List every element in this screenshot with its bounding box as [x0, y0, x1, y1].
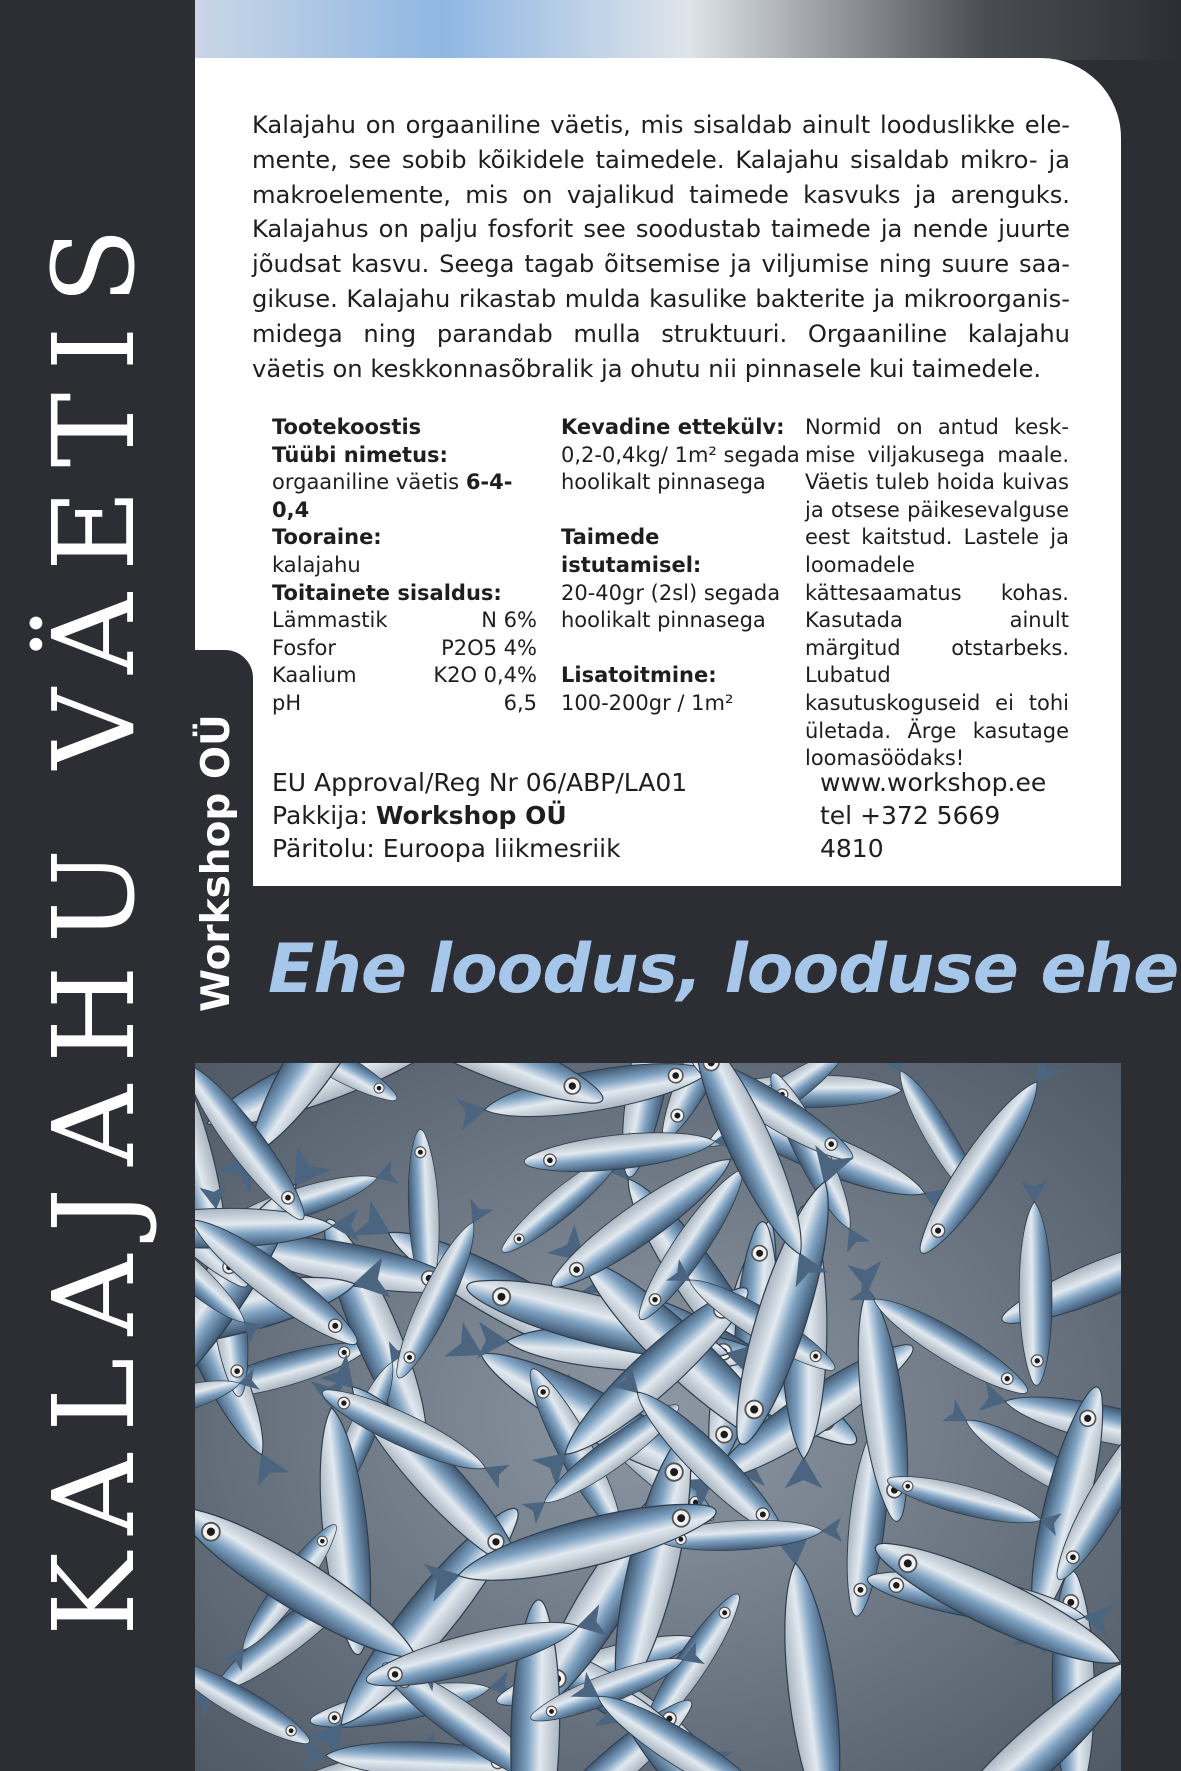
nutrients-label: Toitainete sisaldus: [272, 580, 502, 605]
product-title: KALAJAHU VÄETIS [30, 205, 160, 1636]
usage-column [561, 414, 806, 718]
nutrient-value: N 6% [481, 608, 537, 633]
nutrient-name: Fosfor [272, 635, 336, 660]
raw-value: kalajahu [272, 552, 361, 577]
packer-name: Workshop OÜ [375, 801, 567, 830]
top-gradient-bar [195, 0, 1181, 60]
notes-text: Normid on antud keskmise viljakusega maale. Väetis tuleb hoida kuivas ja otsese päikesevalguse eest kaitstud. Lastele ja loomadele kättesaamatus kohas. Kasutada ainult märgitud otstarbeks. Lubatud kasutuskoguseid ei tohi ületada. Ärge kasutage loomasöödaks! [805, 415, 1069, 771]
type-line [272, 469, 537, 524]
nutrient-row [272, 690, 537, 718]
planting-label: Taimede istutamisel: [561, 525, 702, 577]
planting-value: 20-40gr (2sl) segada hoolikalt pinnasega [561, 580, 781, 633]
intro-text: Kalajahu on orgaaniline väetis, mis sisaldab ainult looduslikke elemente, see sobib kõikidele taimedele. Kalajahu sisaldab mikro- ja makroelemente, mis on vajalikud taimede kasvuks ja arenguks. Kalajahus on palju fosforit see soodustab taimede ja nende juurte jõudsat kasvu. Seega tagab õitsemise ja viljumise ning suure saagikuse. Kalajahu rikastab mulda kasulike bakterite ja mikroorganismidega ning parandab mulla struktuuri. Orgaaniline kalajahu väetis on keskkonnasõbralik ja ohutu nii pinnasele kui taimedele. [252, 111, 1070, 383]
type-label: Tüübi nimetus: [272, 442, 448, 467]
nutrient-value: 6,5 [503, 690, 537, 715]
type-value: orgaaniline väetis [272, 470, 460, 495]
footer-left [272, 766, 692, 865]
phone: tel +372 5669 4810 [820, 801, 1001, 863]
slogan: Ehe loodus, looduse ehe [268, 930, 1179, 1009]
approval-number: EU Approval/Reg Nr 06/ABP/LA01 [272, 768, 688, 797]
fish-photo [195, 1063, 1121, 1771]
nutrient-name: Kaalium [272, 663, 357, 688]
nutrient-name: pH [272, 690, 302, 715]
origin-line: Päritolu: Euroopa liikmesriik [272, 834, 621, 863]
brand-tab-label: Workshop OÜ [194, 714, 239, 1012]
website: www.workshop.ee [820, 768, 1047, 797]
footer-right [820, 766, 1070, 865]
nutrient-value: P2O5 4% [441, 635, 537, 660]
spring-label: Kevadine ettekülv: [561, 415, 785, 439]
packer-line [272, 799, 692, 832]
spring-value: 0,2-0,4kg/ 1m² segada hoolikalt pinnasega [561, 442, 800, 495]
type-npk: 6-4-0,4 [272, 470, 513, 522]
nutrient-value: K2O 0,4% [433, 663, 537, 688]
raw-label: Tooraine: [272, 525, 382, 550]
extra-feeding-value: 100-200gr / 1m² [561, 690, 734, 715]
composition-column [272, 414, 537, 718]
nutrient-name: Lämmastik [272, 608, 388, 633]
extra-feeding-label: Lisatoitmine: [561, 663, 717, 688]
nutrient-row [272, 662, 537, 690]
composition-heading: Tootekoostis [272, 415, 422, 439]
packer-label: Pakkija: [272, 801, 368, 830]
nutrient-row [272, 635, 537, 663]
fish-photo-illustration [195, 1063, 1121, 1771]
nutrient-row [272, 607, 537, 635]
